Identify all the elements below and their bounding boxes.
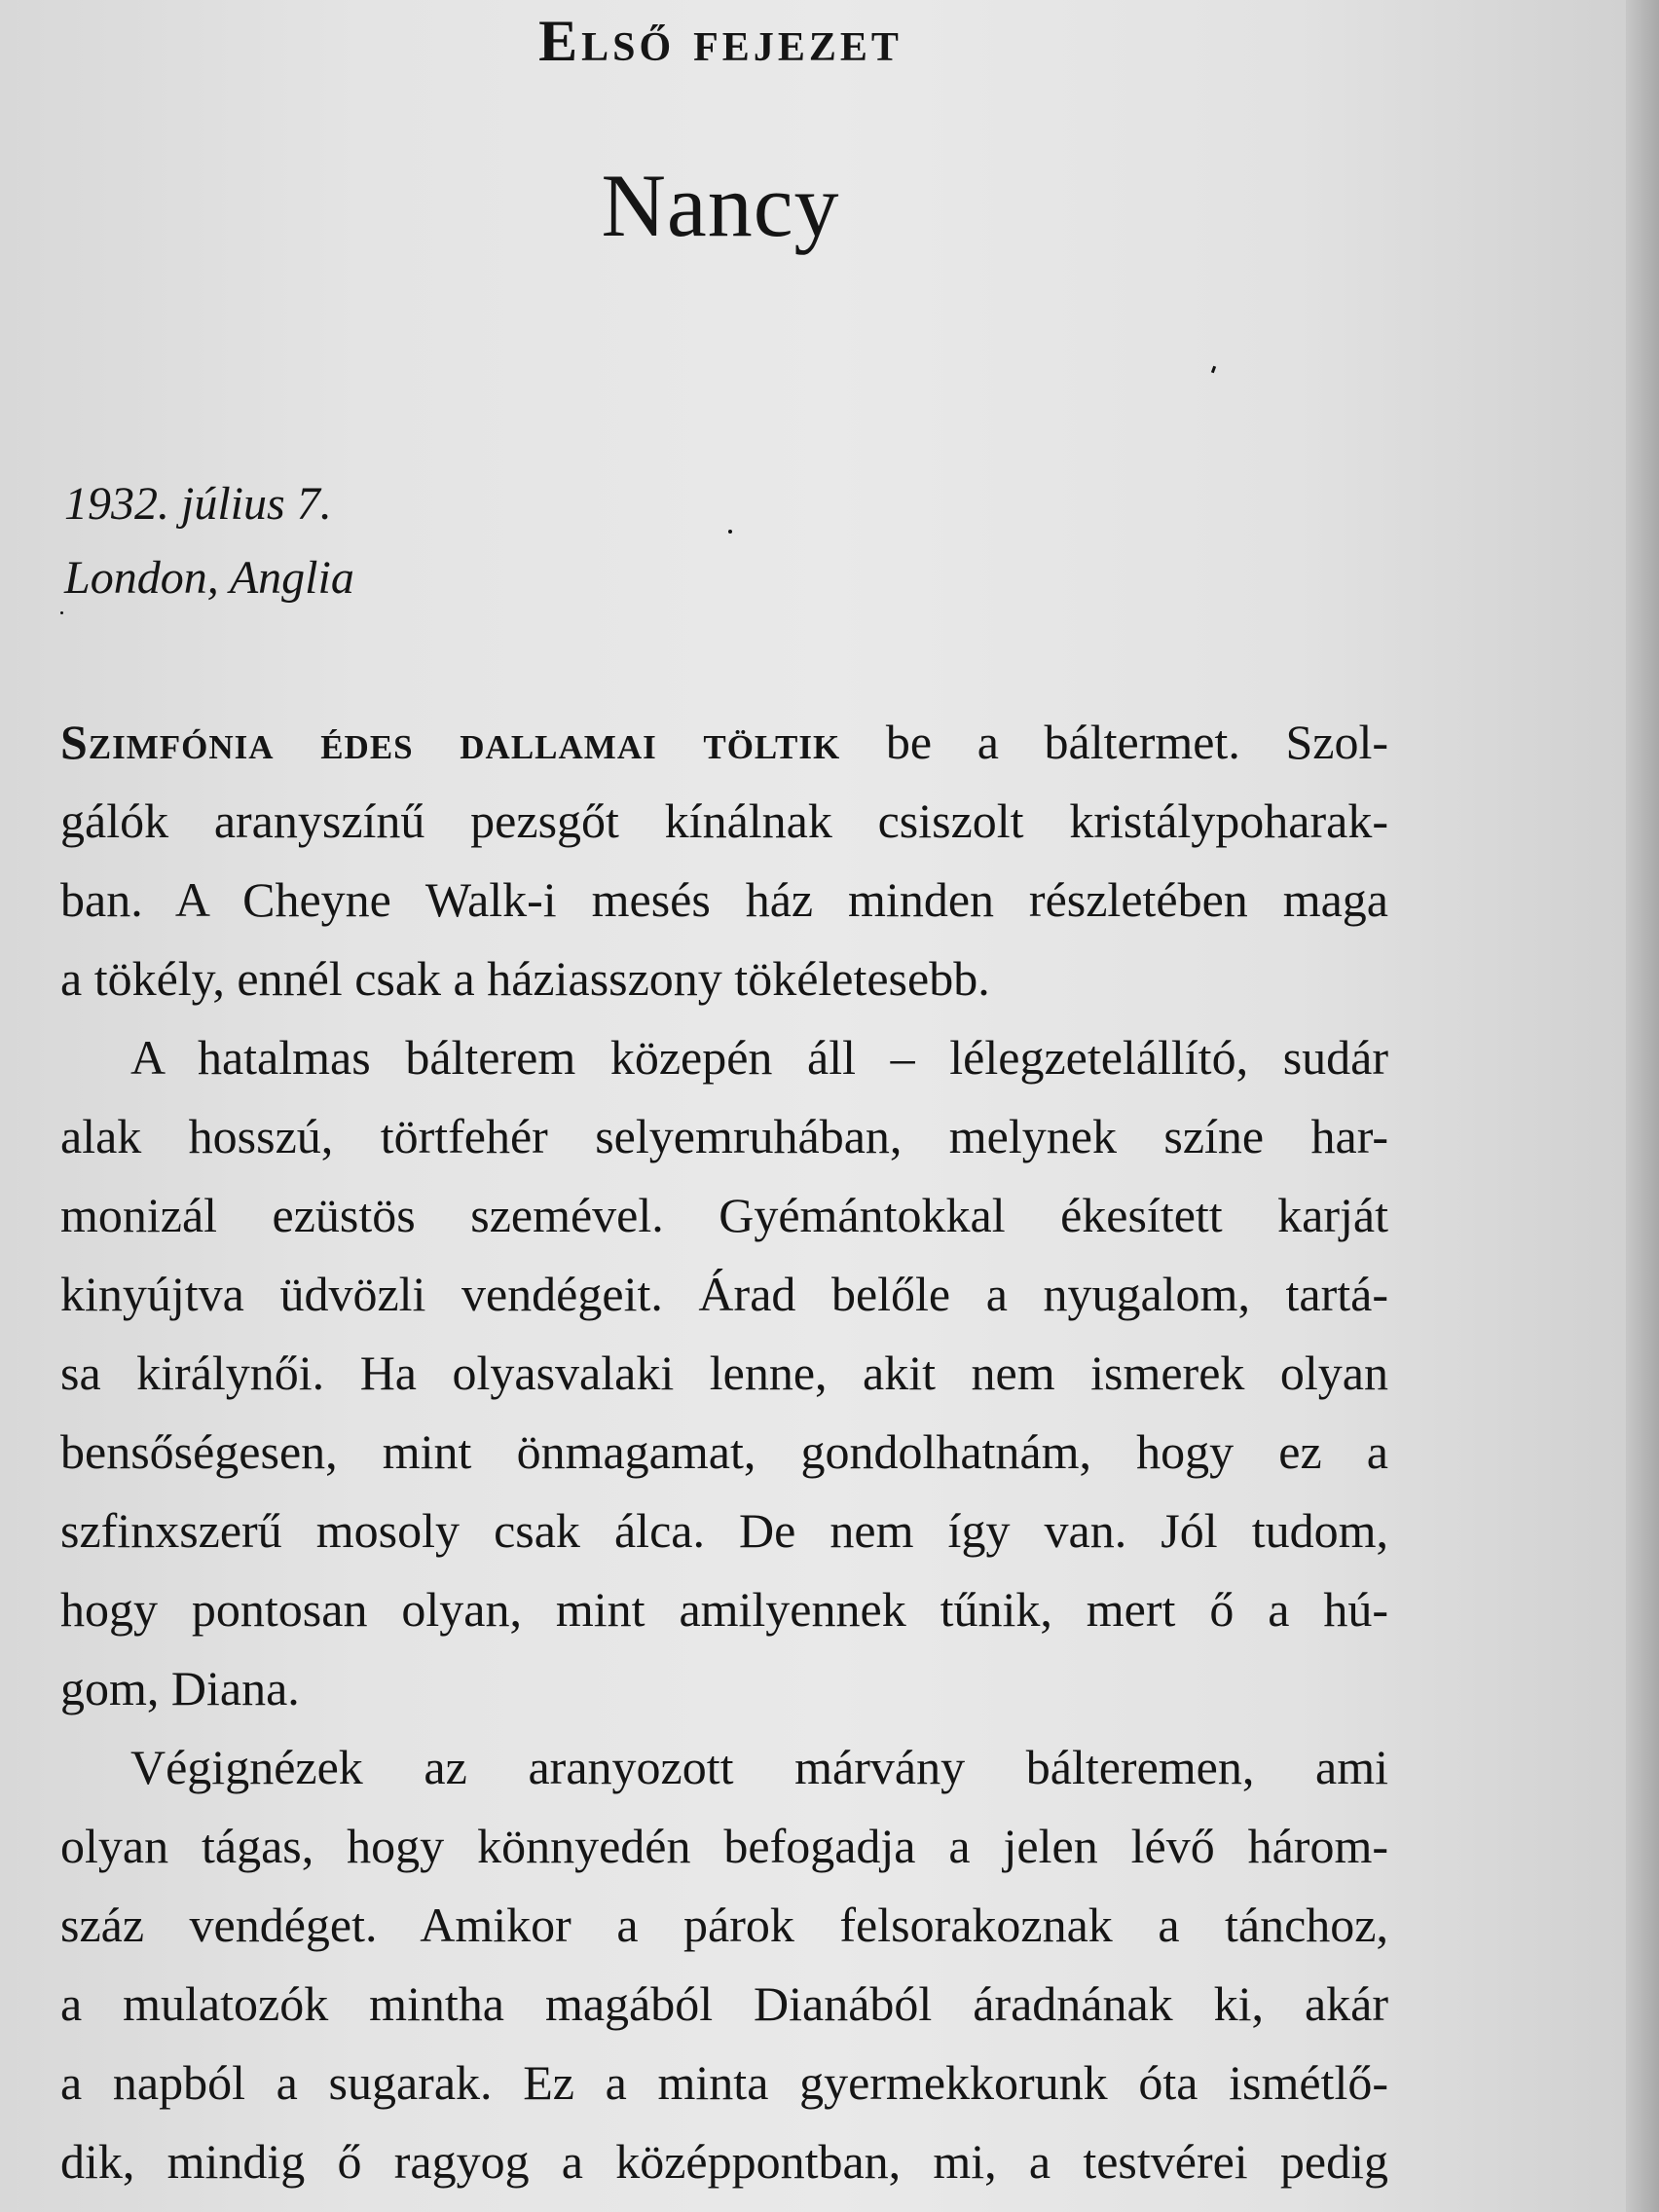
paragraph-2-line-4: kinyújtva üdvözli vendégeit. Árad belőle a nyugalom, tartá-	[60, 1267, 1388, 1321]
page-edge-shadow	[1626, 0, 1659, 2212]
paragraph-2-line-5: sa királynői. Ha olyasvalaki lenne, akit nem ismerek olyan	[60, 1346, 1388, 1400]
ink-speck	[1211, 366, 1216, 374]
paragraph-2-line-6: bensőségesen, mint önmagamat, gondolhatnám, hogy ez a	[60, 1424, 1388, 1479]
paragraph-1-line-4: a tökély, ennél csak a háziasszony tökéletesebb.	[60, 951, 990, 1006]
paragraph-1-line-1-rest: be a báltermet. Szol-	[840, 715, 1388, 769]
lead-in-small-caps: Szimfónia édes dallamai töltik	[60, 715, 841, 769]
paragraph-3-line-6: dik, mindig ő ragyog a középpontban, mi, a testvérei pedig	[60, 2134, 1388, 2189]
paragraph-3-line-5: a napból a sugarak. Ez a minta gyermekkorunk óta ismétlő-	[60, 2055, 1388, 2110]
paragraph-2-line-3: monizál ezüstös szemével. Gyémántokkal ékesített karját	[60, 1188, 1388, 1242]
paragraph-2-line-2: alak hosszú, törtfehér selyemruhában, melynek színe har-	[60, 1109, 1388, 1163]
paragraph-1-line-2: gálók aranyszínű pezsgőt kínálnak csiszolt kristálypoharak-	[60, 793, 1388, 848]
paragraph-1-line-3: ban. A Cheyne Walk-i mesés ház minden részletében maga	[60, 872, 1388, 927]
paragraph-2-line-8: hogy pontosan olyan, mint amilyennek tűnik, mert ő a hú-	[60, 1582, 1388, 1637]
chapter-label: Első fejezet	[538, 9, 903, 73]
place-line: London, Anglia	[64, 552, 354, 604]
paragraph-3-line-1: Végignézek az aranyozott márvány bálteremen, ami	[130, 1740, 1388, 1794]
paragraph-1-line-1	[60, 703, 1388, 782]
body-text	[60, 703, 1388, 2201]
date-line: 1932. július 7.	[64, 478, 332, 530]
paragraph-3-line-2: olyan tágas, hogy könnyedén befogadja a jelen lévő három-	[60, 1819, 1388, 1873]
ink-speck	[60, 611, 63, 614]
paragraph-2-line-9: gom, Diana.	[60, 1661, 300, 1715]
paragraph-2-line-1: A hatalmas bálterem közepén áll – lélegzetelállító, sudár	[130, 1030, 1388, 1085]
chapter-title: Nancy	[601, 156, 840, 255]
paragraph-3-line-4: a mulatozók mintha magából Dianából áradnának ki, akár	[60, 1976, 1388, 2031]
ink-speck	[728, 530, 732, 534]
paragraph-3-line-3: száz vendéget. Amikor a párok felsorakoznak a tánchoz,	[60, 1898, 1388, 1952]
paragraph-2-line-7: szfinxszerű mosoly csak álca. De nem így van. Jól tudom,	[60, 1503, 1388, 1558]
